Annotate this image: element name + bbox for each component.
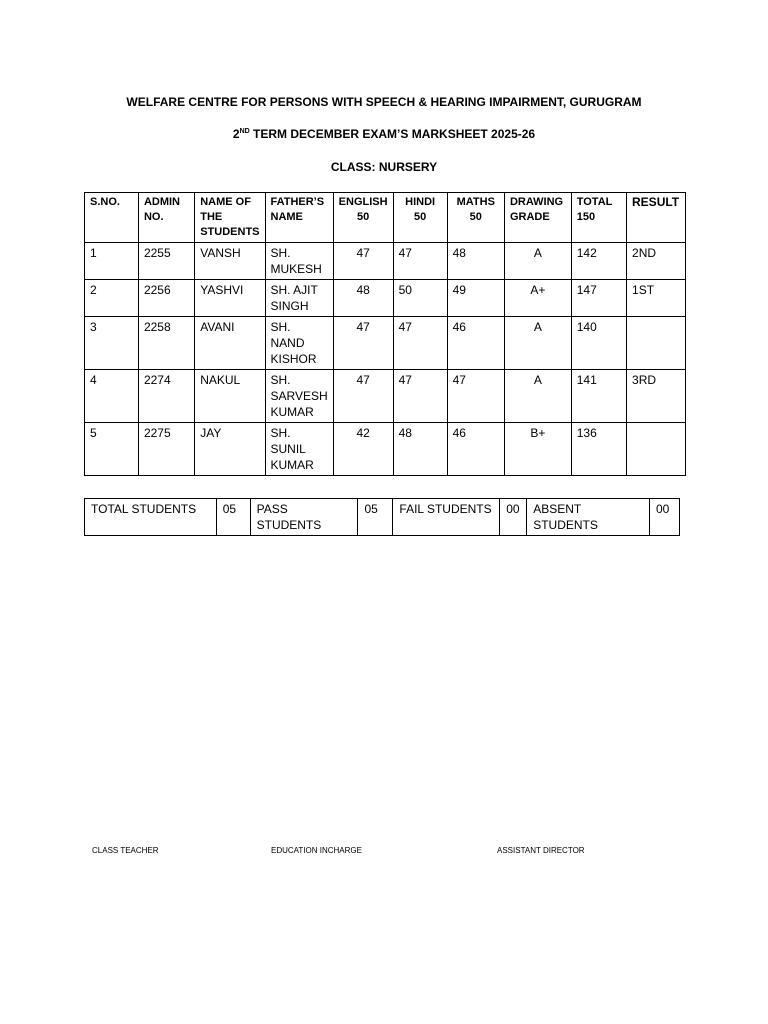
table-row <box>85 423 686 476</box>
admin-no-cell: 2255 <box>138 243 194 280</box>
hindi-cell: 47 <box>393 370 447 423</box>
column-header-hindi: HINDI 50 <box>393 193 447 243</box>
father-name-cell: SH. NAND KISHOR <box>265 317 333 370</box>
result-cell <box>627 317 686 370</box>
hindi-cell: 47 <box>393 317 447 370</box>
column-header-father-name: FATHER’S NAME <box>265 193 333 243</box>
term-ordinal: ND <box>239 128 250 135</box>
assistant-director-signature-label: ASSISTANT DIRECTOR <box>497 846 585 855</box>
student-name-cell: NAKUL <box>195 370 265 423</box>
sno-cell: 4 <box>85 370 139 423</box>
admin-no-cell: 2275 <box>138 423 194 476</box>
absent-students-label: ABSENT STUDENTS <box>527 499 650 536</box>
summary-row <box>85 499 680 536</box>
hindi-cell: 50 <box>393 280 447 317</box>
total-cell: 147 <box>571 280 626 317</box>
education-incharge-signature-label: EDUCATION INCHARGE <box>271 846 362 855</box>
pass-students-value: 05 <box>358 499 393 536</box>
english-cell: 47 <box>333 370 393 423</box>
column-header-admin-no: ADMIN NO. <box>138 193 194 243</box>
total-students-label: TOTAL STUDENTS <box>85 499 217 536</box>
student-name-cell: AVANI <box>195 317 265 370</box>
column-header-maths: MATHS 50 <box>447 193 504 243</box>
column-header-total: TOTAL 150 <box>571 193 626 243</box>
drawing-grade-cell: A <box>504 370 571 423</box>
sno-cell: 1 <box>85 243 139 280</box>
father-name-cell: SH. MUKESH <box>265 243 333 280</box>
result-cell <box>627 423 686 476</box>
total-cell: 142 <box>571 243 626 280</box>
father-name-cell: SH. AJIT SINGH <box>265 280 333 317</box>
table-row <box>85 280 686 317</box>
father-name-cell: SH. SARVESH KUMAR <box>265 370 333 423</box>
result-cell: 1ST <box>627 280 686 317</box>
column-header-student-name: NAME OF THE STUDENTS <box>195 193 265 243</box>
table-row <box>85 317 686 370</box>
column-header-sno: S.NO. <box>85 193 139 243</box>
exam-title <box>0 127 768 141</box>
english-cell: 47 <box>333 317 393 370</box>
maths-cell: 46 <box>447 423 504 476</box>
maths-cell: 49 <box>447 280 504 317</box>
column-header-drawing: DRAWING GRADE <box>504 193 571 243</box>
total-cell: 140 <box>571 317 626 370</box>
summary-table <box>84 498 680 536</box>
english-cell: 48 <box>333 280 393 317</box>
total-students-value: 05 <box>216 499 250 536</box>
sno-cell: 5 <box>85 423 139 476</box>
pass-students-label: PASS STUDENTS <box>250 499 358 536</box>
student-name-cell: YASHVI <box>195 280 265 317</box>
fail-students-value: 00 <box>500 499 527 536</box>
admin-no-cell: 2256 <box>138 280 194 317</box>
column-header-english: ENGLISH 50 <box>333 193 393 243</box>
marks-table <box>84 192 686 476</box>
total-cell: 141 <box>571 370 626 423</box>
maths-cell: 47 <box>447 370 504 423</box>
student-name-cell: JAY <box>195 423 265 476</box>
class-label: CLASS: NURSERY <box>330 160 438 174</box>
sno-cell: 3 <box>85 317 139 370</box>
exam-title-text: TERM DECEMBER EXAM’S MARKSHEET 2025-26 <box>249 127 536 141</box>
absent-students-value: 00 <box>649 499 679 536</box>
class-teacher-signature-label: CLASS TEACHER <box>92 846 159 855</box>
fail-students-label: FAIL STUDENTS <box>393 499 500 536</box>
drawing-grade-cell: A <box>504 317 571 370</box>
student-name-cell: VANSH <box>195 243 265 280</box>
english-cell: 47 <box>333 243 393 280</box>
drawing-grade-cell: A+ <box>504 280 571 317</box>
father-name-cell: SH. SUNIL KUMAR <box>265 423 333 476</box>
drawing-grade-cell: B+ <box>504 423 571 476</box>
maths-cell: 46 <box>447 317 504 370</box>
drawing-grade-cell: A <box>504 243 571 280</box>
table-row <box>85 370 686 423</box>
total-cell: 136 <box>571 423 626 476</box>
column-header-result: RESULT <box>627 193 686 243</box>
english-cell: 42 <box>333 423 393 476</box>
hindi-cell: 47 <box>393 243 447 280</box>
result-cell: 2ND <box>627 243 686 280</box>
table-header-row <box>85 193 686 243</box>
admin-no-cell: 2274 <box>138 370 194 423</box>
admin-no-cell: 2258 <box>138 317 194 370</box>
result-cell: 3RD <box>627 370 686 423</box>
sno-cell: 2 <box>85 280 139 317</box>
maths-cell: 48 <box>447 243 504 280</box>
term-number: 2 <box>232 127 240 141</box>
table-row <box>85 243 686 280</box>
institution-title: WELFARE CENTRE FOR PERSONS WITH SPEECH & HEARING IMPAIRMENT, GURUGRAM <box>126 95 642 109</box>
hindi-cell: 48 <box>393 423 447 476</box>
